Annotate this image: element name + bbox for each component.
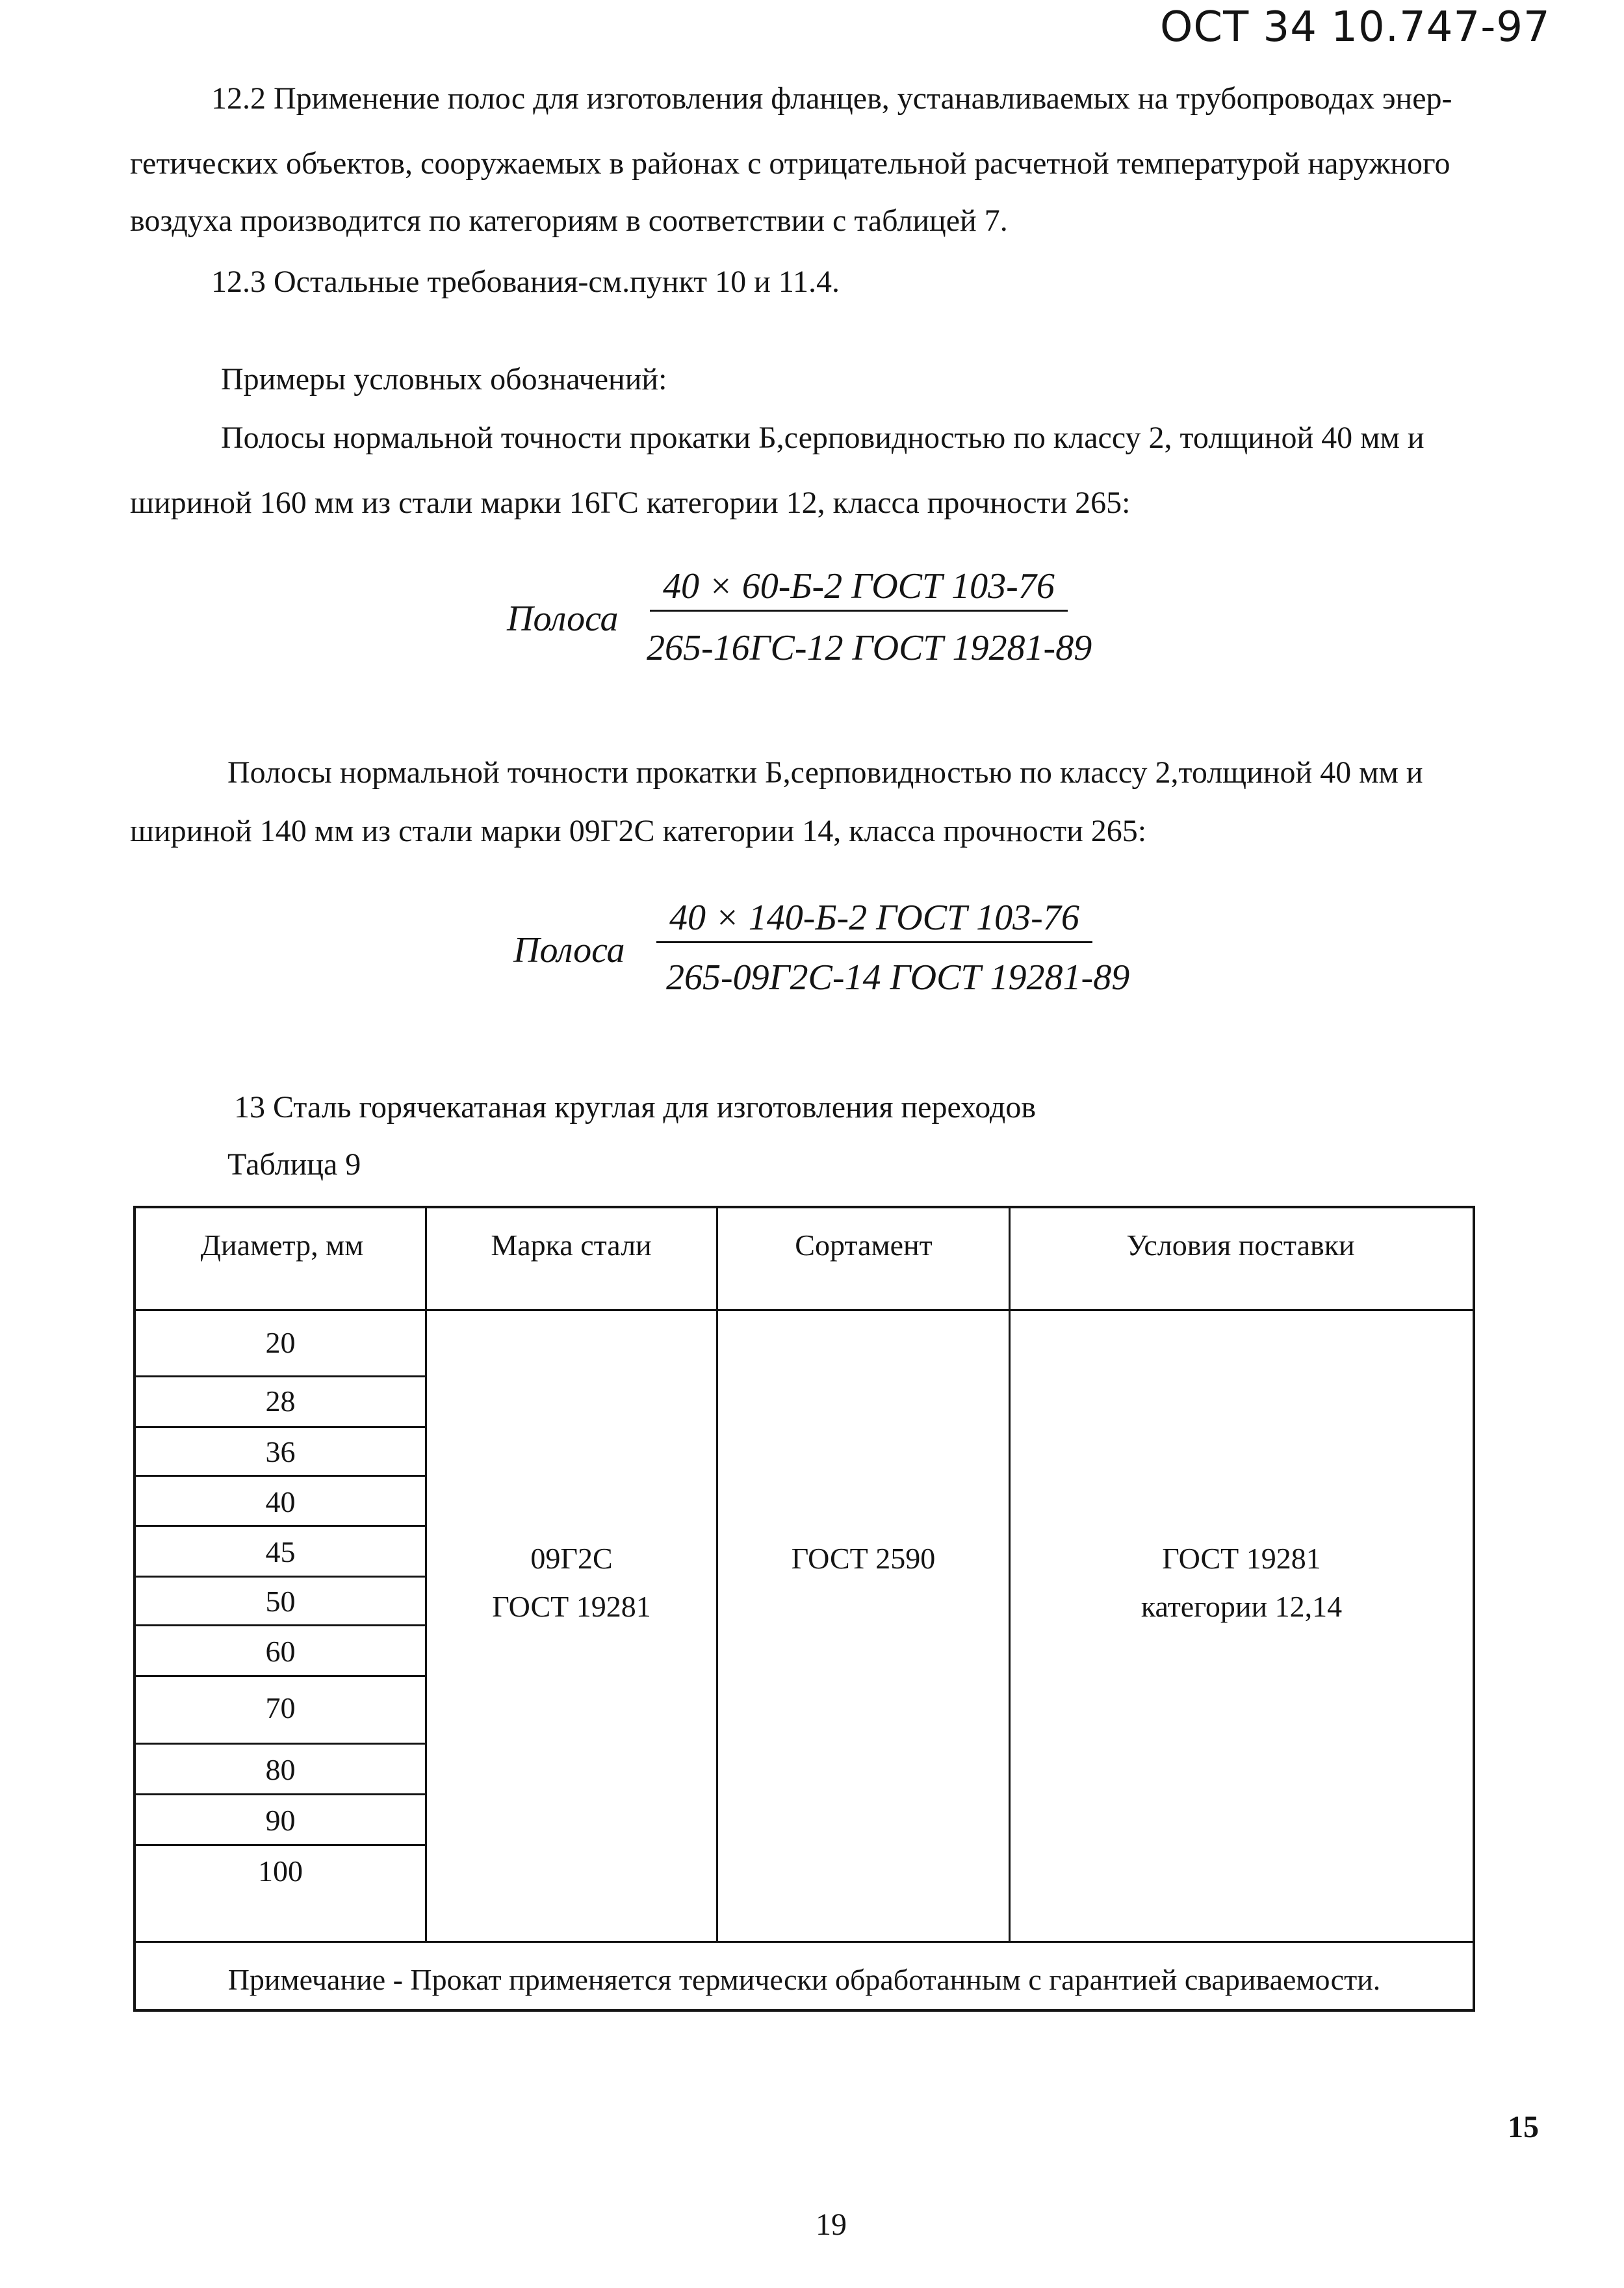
para-12-2-line-1: 12.2 Применение полос для изготовления фланцев, устанавливаемых на трубопроводах энер- xyxy=(211,81,1452,116)
diameter-cell: 60 xyxy=(265,1635,296,1668)
example-1-line-1: Полосы нормальной точности прокатки Б,серповидностью по классу 2, толщиной 40 мм и xyxy=(221,421,1424,455)
example-2-line-2: шириной 140 мм из стали марки 09Г2С категории 14, класса прочности 265: xyxy=(130,814,1147,848)
row-divider xyxy=(136,1844,426,1846)
para-12-3: 12.3 Остальные требования-см.пункт 10 и 11.4. xyxy=(211,265,840,299)
header-diameter: Диаметр, мм xyxy=(200,1228,364,1262)
document-code: ОСТ 34 10.747-97 xyxy=(1160,3,1551,51)
diameter-cell: 90 xyxy=(265,1804,296,1837)
row-divider xyxy=(136,1624,426,1626)
diameter-cell: 50 xyxy=(265,1585,296,1618)
diameter-cell: 36 xyxy=(265,1435,296,1468)
para-12-2-line-3: воздуха производится по категориям в соответствии с таблицей 7. xyxy=(130,203,1008,238)
example-1-denominator: 265-16ГС-12 ГОСТ 19281-89 xyxy=(647,628,1092,668)
diameter-cell: 80 xyxy=(265,1753,296,1786)
diameter-cell: 45 xyxy=(265,1535,296,1568)
delivery-standard: ГОСТ 19281 xyxy=(1162,1542,1321,1575)
row-divider xyxy=(136,1576,426,1578)
assortment-cell xyxy=(718,1535,1009,1583)
table-note: Примечание - Прокат применяется термически обработанным с гарантией свариваемости. xyxy=(227,1963,1381,1996)
assortment-standard: ГОСТ 2590 xyxy=(791,1542,936,1575)
steel-grade: 09Г2С xyxy=(530,1542,613,1575)
example-1-designation-word: Полоса xyxy=(507,599,619,639)
row-divider xyxy=(136,1426,426,1428)
diameter-cell: 100 xyxy=(258,1854,303,1888)
row-divider xyxy=(136,1743,426,1745)
note-divider xyxy=(136,1941,1473,1943)
row-divider xyxy=(136,1525,426,1527)
example-2-denominator: 265-09Г2С-14 ГОСТ 19281-89 xyxy=(666,957,1130,998)
diameter-cell: 28 xyxy=(265,1384,296,1418)
row-divider xyxy=(136,1793,426,1795)
row-divider xyxy=(136,1475,426,1477)
steel-grade-standard: ГОСТ 19281 xyxy=(492,1590,651,1623)
section-13-heading: 13 Сталь горячекатаная круглая для изготовления переходов xyxy=(234,1090,1036,1124)
table-caption: Таблица 9 xyxy=(227,1147,361,1182)
page-number-right: 15 xyxy=(1508,2110,1539,2144)
diameter-cell: 40 xyxy=(265,1485,296,1518)
header-delivery-conditions: Условия поставки xyxy=(1126,1228,1355,1262)
row-divider xyxy=(136,1675,426,1677)
header-divider xyxy=(136,1309,1473,1311)
table-9 xyxy=(133,1206,1475,2012)
diameter-cell: 20 xyxy=(265,1326,296,1359)
delivery-categories: категории 12,14 xyxy=(1141,1590,1343,1623)
example-2-numerator: 40 × 140-Б-2 ГОСТ 103-76 xyxy=(656,897,1092,943)
delivery-conditions-cell xyxy=(1011,1535,1473,1631)
steel-grade-cell xyxy=(427,1535,716,1631)
example-1-numerator: 40 × 60-Б-2 ГОСТ 103-76 xyxy=(650,566,1068,612)
header-assortment: Сортамент xyxy=(795,1228,933,1262)
example-1-line-2: шириной 160 мм из стали марки 16ГС категории 12, класса прочности 265: xyxy=(130,486,1131,520)
examples-heading: Примеры условных обозначений: xyxy=(221,362,667,396)
header-steel-grade: Марка стали xyxy=(491,1228,652,1262)
page-number-bottom: 19 xyxy=(816,2207,847,2242)
diameter-cell: 70 xyxy=(265,1691,296,1724)
para-12-2-line-2: гетических объектов, сооружаемых в районах с отрицательной расчетной температурой наружного xyxy=(130,146,1450,181)
row-divider xyxy=(136,1375,426,1377)
example-2-designation-word: Полоса xyxy=(513,930,625,970)
example-2-line-1: Полосы нормальной точности прокатки Б,серповидностью по классу 2,толщиной 40 мм и xyxy=(227,755,1423,790)
